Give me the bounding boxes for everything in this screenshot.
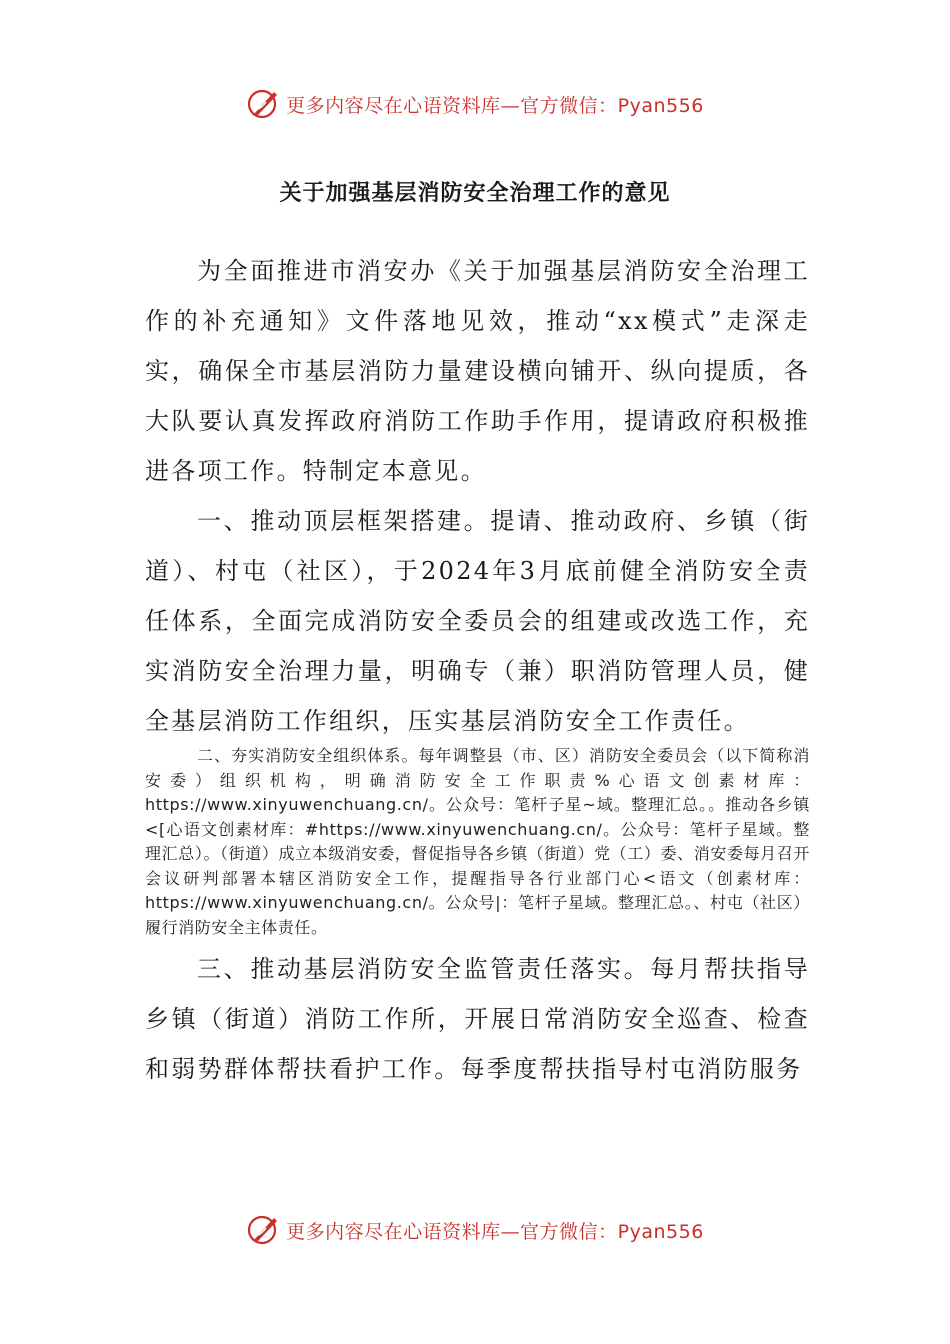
paragraph-intro: 为全面推进市消安办《关于加强基层消防安全治理工作的补充通知》文件落地见效，推动“xx模式”走深走实，确保全市基层消防力量建设横向铺开、纵向提质，各大队要认真发挥政府消防工作助手作用，提请政府积极推进各项工作。特制定本意见。: [145, 257, 810, 485]
quill-logo-icon: [246, 86, 282, 122]
document-title: 关于加强基层消防安全治理工作的意见: [279, 181, 671, 206]
paragraph-section-2: 二、夯实消防安全组织体系。每年调整县（市、区）消防安全委员会（以下简称消安委）组织机构，明确消防安全工作职责%心语文创素材库：https://www.xinyuwenchuang.cn/。公众号：笔杆子星~域。整理汇总。。推动各乡镇<[心语文创素材库：#https://www.xinyuwenchuang.cn/。公众号：笔杆子星域。整理汇总）。（街道）成立本级消安委，督促指导各乡镇（街道）党（工）委、消安委每月召开会议研判部署本辖区消防安全工作，提醒指导各行业部门心<语文（创素材库：https://www.xinyuwenchuang.cn/。公众号|：笔杆子星域。整理汇总。、村屯（社区）履行消防安全主体责任。: [145, 746, 810, 937]
paragraph-section-1: 一、推动顶层框架搭建。提请、推动政府、乡镇（街道）、村屯（社区），于2024年3月底前健全消防安全责任体系，全面完成消防安全委员会的组建或改选工作，充实消防安全治理力量，明确专（兼）职消防管理人员，健全基层消防工作组织，压实基层消防安全工作责任。: [145, 507, 810, 735]
document-body-top: [145, 246, 810, 746]
watermark-label: 更多内容尽在心语资料库—官方微信：: [286, 1220, 618, 1243]
header-watermark-banner: [0, 82, 950, 126]
paragraph-section-3: 三、推动基层消防安全监管责任落实。每月帮扶指导乡镇（街道）消防工作所，开展日常消防安全巡查、检查和弱势群体帮扶看护工作。每季度帮扶指导村屯消防服务: [145, 955, 810, 1083]
wechat-id: Pyan556: [617, 94, 704, 117]
watermark-text: [286, 1217, 704, 1244]
footer-watermark-banner: [0, 1208, 950, 1252]
quill-logo-icon: [246, 1212, 282, 1248]
watermark-text: [286, 91, 704, 118]
wechat-id: Pyan556: [617, 1220, 704, 1243]
watermark-label: 更多内容尽在心语资料库—官方微信：: [286, 94, 618, 117]
